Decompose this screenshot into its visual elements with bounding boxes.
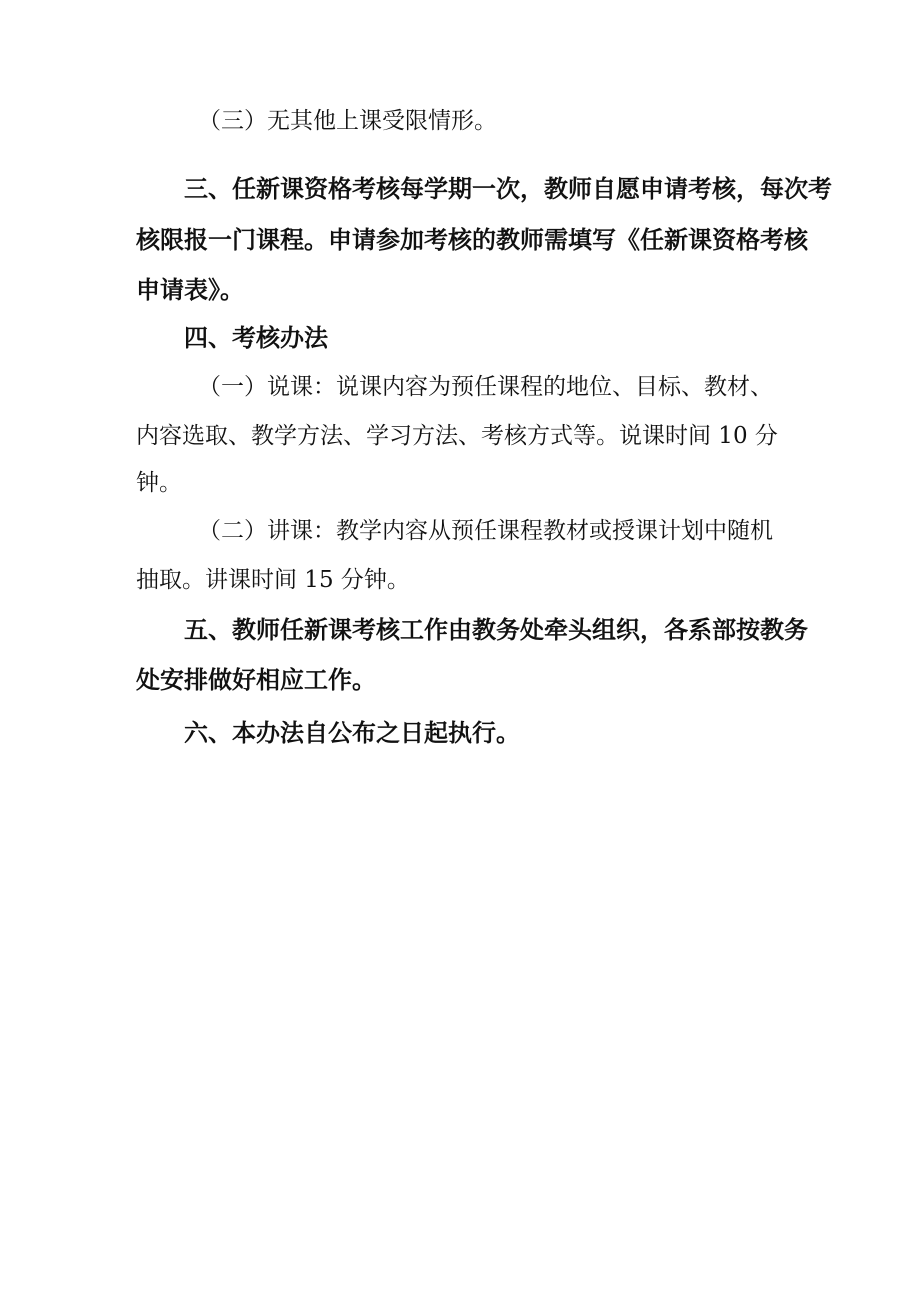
item-1-lecture-explanation-line-3: 钟。 (136, 470, 182, 496)
item-3-no-other-restrictions: （三）无其他上课受限情形。 (198, 108, 497, 134)
item-1-lecture-explanation-line-1: （一）说课：说课内容为预任课程的地位、目标、教材、 (198, 374, 773, 400)
section-5-paragraph-line-1: 五、教师任新课考核工作由教务处牵头组织，各系部按教务 (184, 616, 808, 644)
section-3-paragraph-line-3: 申请表》。 (136, 276, 244, 304)
section-3-paragraph-line-2: 核限报一门课程。申请参加考核的教师需填写《任新课资格考核 (136, 226, 808, 254)
section-6-paragraph: 六、本办法自公布之日起执行。 (184, 719, 520, 747)
item-2-teaching-line-1: （二）讲课：教学内容从预任课程教材或授课计划中随机 (198, 518, 773, 544)
section-5-paragraph-line-2: 处安排做好相应工作。 (136, 666, 376, 694)
section-3-paragraph-line-1: 三、任新课资格考核每学期一次，教师自愿申请考核，每次考 (184, 175, 832, 203)
section-4-heading: 四、考核办法 (184, 324, 328, 352)
item-2-teaching-line-2: 抽取。讲课时间 15 分钟。 (136, 567, 410, 593)
item-1-lecture-explanation-line-2: 内容选取、教学方法、学习方法、考核方式等。说课时间 10 分 (136, 423, 778, 449)
